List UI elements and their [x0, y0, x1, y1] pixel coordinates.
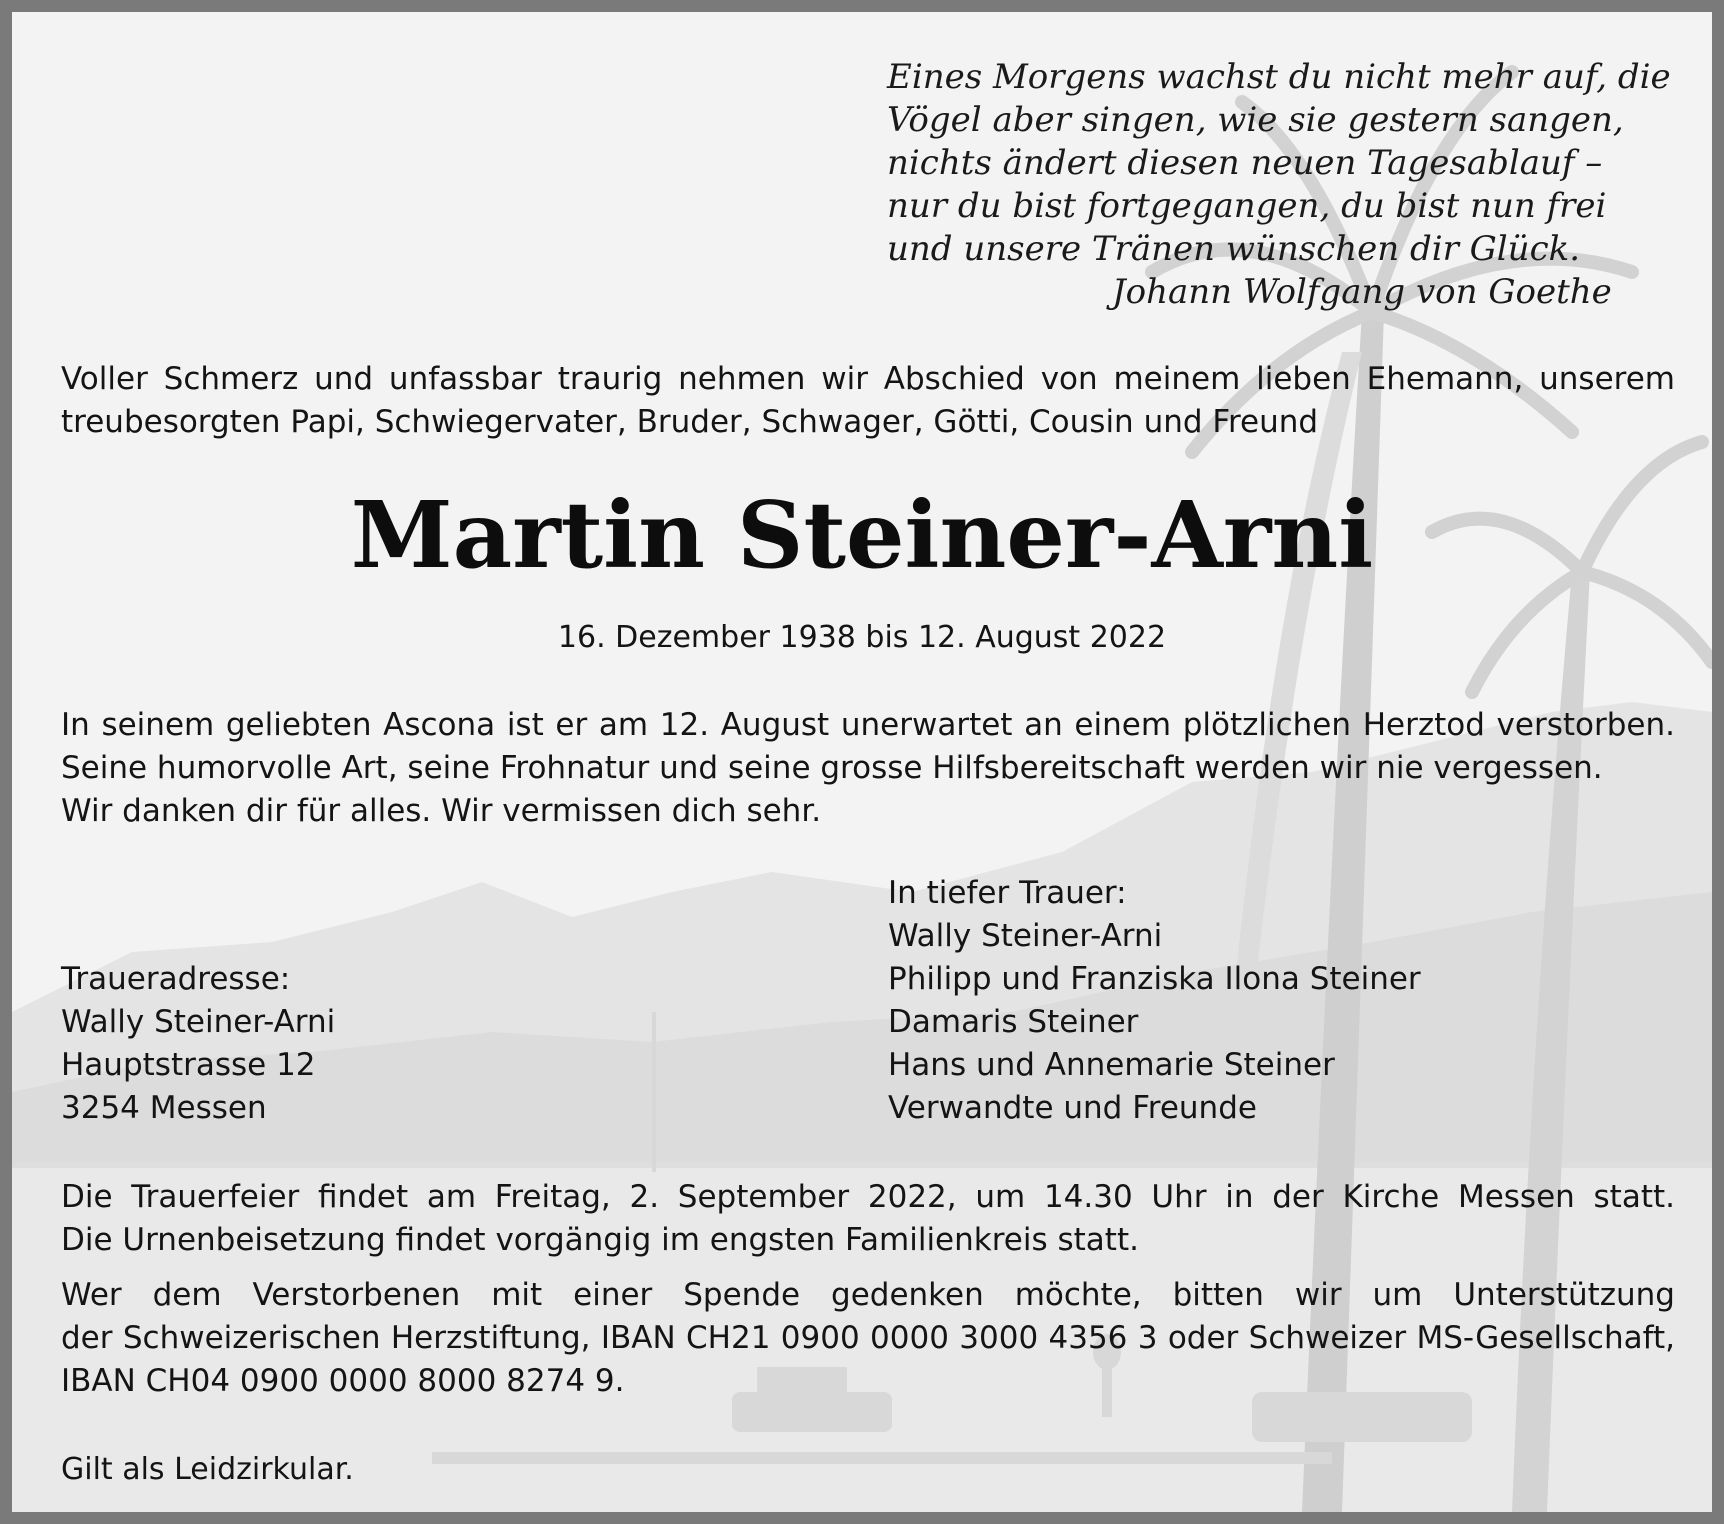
poem-line: und unsere Tränen wünschen dir Glück.	[887, 229, 1581, 269]
donation-line: IBAN CH04 0900 0000 8000 8274 9.	[61, 1363, 625, 1399]
address-line: Wally Steiner-Arni	[61, 1004, 336, 1040]
goethe-poem	[887, 56, 1671, 314]
donation-paragraph	[61, 1274, 1675, 1403]
address-heading: Traueradresse:	[61, 961, 291, 997]
ceremony-line: Die Urnenbeisetzung findet vorgängig im engsten Familienkreis statt.	[61, 1222, 1139, 1258]
life-dates: 16. Dezember 1938 bis 12. August 2022	[557, 620, 1167, 655]
mourner-name: Verwandte und Freunde	[888, 1090, 1257, 1126]
donation-line: der Schweizerischen Herzstiftung, IBAN CH21 0900 0000 3000 4356 3 oder Schweizer MS-Gesellschaft,	[61, 1320, 1675, 1356]
ceremony-paragraph	[61, 1176, 1675, 1262]
mourners-list	[888, 872, 1588, 1130]
message-line: In seinem geliebten Ascona ist er am 12. August unerwartet an einem plötzlichen Herztod verstorben.	[61, 707, 1675, 743]
message-line: Wir danken dir für alles. Wir vermissen dich sehr.	[61, 793, 822, 829]
poem-line: nichts ändert diesen neuen Tagesablauf –	[887, 143, 1603, 183]
mourner-name: Philipp und Franziska Ilona Steiner	[888, 961, 1421, 997]
closing-note: Gilt als Leidzirkular.	[61, 1452, 354, 1487]
poem-line: Eines Morgens wachst du nicht mehr auf, die	[887, 57, 1671, 97]
mourner-name: Damaris Steiner	[888, 1004, 1139, 1040]
poem-author: Johann Wolfgang von Goethe	[1112, 272, 1612, 312]
mourner-name: Wally Steiner-Arni	[888, 918, 1163, 954]
mourning-address	[61, 958, 661, 1130]
mourner-name: Hans und Annemarie Steiner	[888, 1047, 1335, 1083]
address-line: Hauptstrasse 12	[61, 1047, 316, 1083]
donation-line: Wer dem Verstorbenen mit einer Spende gedenken möchte, bitten wir um Unterstützung	[61, 1277, 1675, 1313]
message-line: Seine humorvolle Art, seine Frohnatur und seine grosse Hilfsbereitschaft werden wir nie vergessen.	[61, 750, 1603, 786]
intro-paragraph: Voller Schmerz und unfassbar traurig nehmen wir Abschied von meinem lieben Ehemann, unserem treubesorgten Papi, Schwiegervater, Bruder, Schwager, Götti, Cousin und Freund	[61, 361, 1675, 440]
message-paragraph	[61, 704, 1675, 833]
address-line: 3254 Messen	[61, 1090, 267, 1126]
poem-line: Vögel aber singen, wie sie gestern sangen,	[887, 100, 1624, 140]
deceased-name: Martin Steiner-Arni	[350, 481, 1374, 589]
poem-line: nur du bist fortgegangen, du bist nun frei	[887, 186, 1607, 226]
mourners-heading: In tiefer Trauer:	[888, 875, 1127, 911]
ceremony-line: Die Trauerfeier findet am Freitag, 2. September 2022, um 14.30 Uhr in der Kirche Messen statt.	[61, 1179, 1675, 1215]
